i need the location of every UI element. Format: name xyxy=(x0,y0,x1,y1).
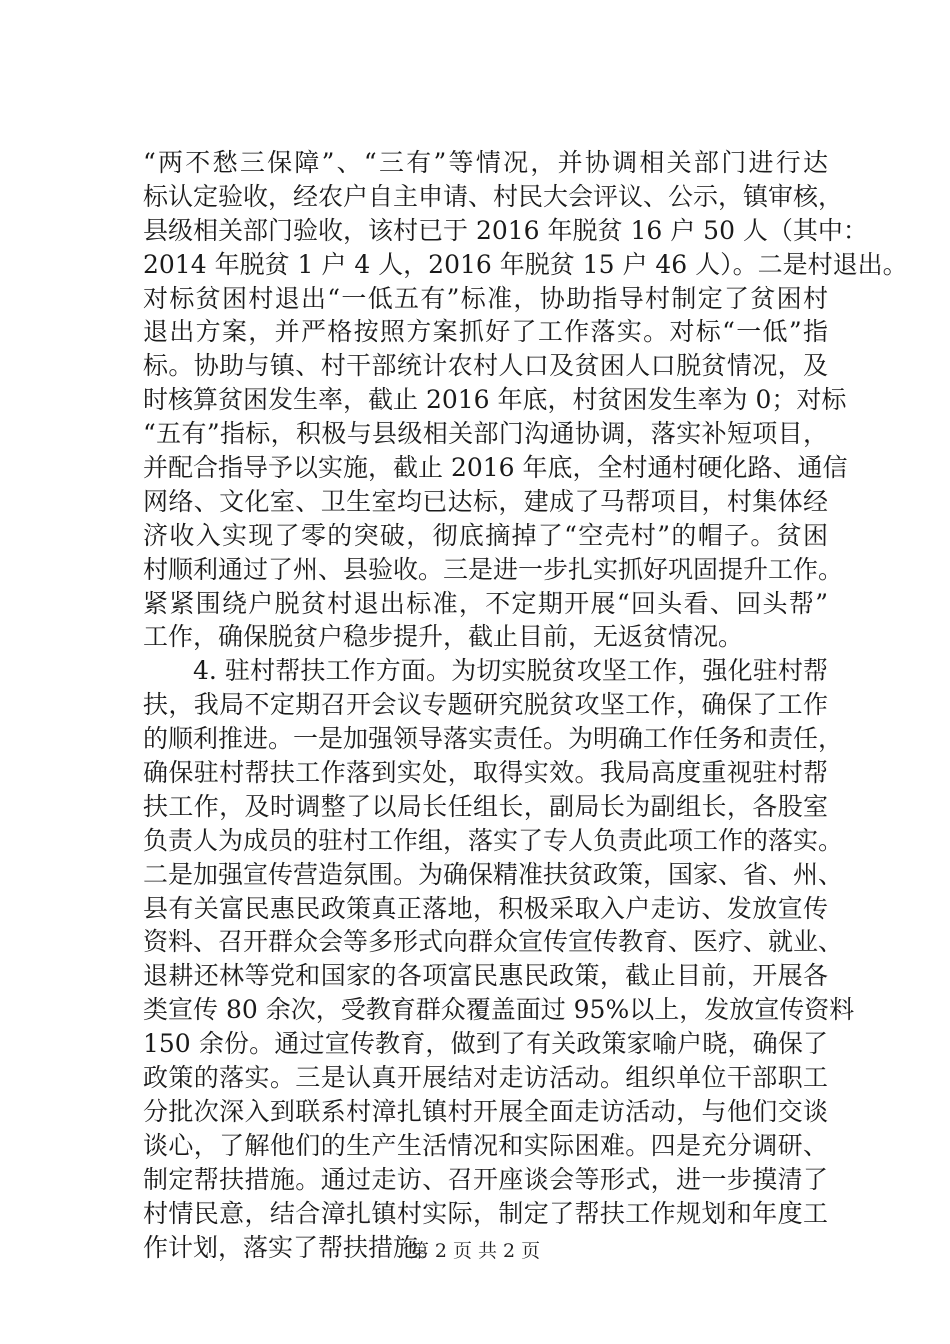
section-heading-line: 4. 驻村帮扶工作方面。为切实脱贫攻坚工作，强化驻村帮 xyxy=(193,656,828,686)
text-line: 资料、召开群众会等多形式向群众宣传宣传教育、医疗、就业、 xyxy=(143,927,844,957)
text-line: 确保驻村帮扶工作落到实处，取得实效。我局高度重视驻村帮 xyxy=(143,758,828,788)
text-line: 标。协助与镇、村干部统计农村人口及贫困人口脱贫情况，及 xyxy=(143,351,828,381)
text-line: “五有”指标，积极与县级相关部门沟通协调，落实补短项目， xyxy=(143,419,828,449)
text-line: 2014 年脱贫 1 户 4 人，2016 年脱贫 15 户 46 人）。二是村退出。 xyxy=(143,249,908,279)
text-line: 负责人为成员的驻村工作组，落实了专人负责此项工作的落实。 xyxy=(143,825,844,855)
page-number: 第 2 页 共 2 页 xyxy=(409,1240,541,1262)
text-line: 制定帮扶措施。通过走访、召开座谈会等形式，进一步摸清了 xyxy=(143,1164,828,1194)
text-line: 退出方案，并严格按照方案抓好了工作落实。对标“一低”指 xyxy=(143,317,828,347)
text-line: 150 余份。通过宣传教育，做到了有关政策家喻户晓，确保了 xyxy=(143,1029,828,1059)
text-line: 县有关富民惠民政策真正落地，积极采取入户走访、发放宣传 xyxy=(143,893,828,923)
text-line: 紧紧围绕户脱贫村退出标准，不定期开展“回头看、回头帮” xyxy=(143,588,828,618)
text-line: 时核算贫困发生率，截止 2016 年底，村贫困发生率为 0；对标 xyxy=(143,385,847,415)
text-line: 类宣传 80 余次，受教育群众覆盖面过 95%以上，发放宣传资料 xyxy=(143,995,855,1025)
text-line: 村顺利通过了州、县验收。三是进一步扎实抓好巩固提升工作。 xyxy=(143,554,844,584)
text-line: 分批次深入到联系村漳扎镇村开展全面走访活动，与他们交谈 xyxy=(143,1096,828,1126)
text-line: 县级相关部门验收，该村已于 2016 年脱贫 16 户 50 人（其中： xyxy=(143,215,868,245)
text-line: 网络、文化室、卫生室均已达标，建成了马帮项目，村集体经 xyxy=(143,486,828,516)
body-text xyxy=(143,146,908,1264)
text-line: 二是加强宣传营造氛围。为确保精准扶贫政策，国家、省、州、 xyxy=(143,859,844,889)
text-line: 扶，我局不定期召开会议专题研究脱贫攻坚工作，确保了工作 xyxy=(143,690,828,720)
text-line: 村情民意，结合漳扎镇村实际，制定了帮扶工作规划和年度工 xyxy=(143,1198,828,1228)
text-line: 标认定验收，经农户自主申请、村民大会评议、公示，镇审核， xyxy=(143,181,844,211)
text-line: 作计划，落实了帮扶措施。 xyxy=(143,1232,444,1262)
text-line: 扶工作，及时调整了以局长任组长，副局长为副组长，各股室 xyxy=(143,791,828,821)
text-line: 对标贫困村退出“一低五有”标准，协助指导村制定了贫困村 xyxy=(143,283,828,313)
text-line: “两不愁三保障”、“三有”等情况，并协调相关部门进行达 xyxy=(143,148,828,177)
text-line: 并配合指导予以实施，截止 2016 年底，全村通村硬化路、通信 xyxy=(143,453,848,483)
text-line: 工作，确保脱贫户稳步提升，截止目前，无返贫情况。 xyxy=(143,622,744,652)
text-line: 退耕还林等党和国家的各项富民惠民政策，截止目前，开展各 xyxy=(143,961,828,991)
text-line: 的顺利推进。一是加强领导落实责任。为明确工作任务和责任， xyxy=(143,724,844,754)
text-line: 政策的落实。三是认真开展结对走访活动。组织单位干部职工 xyxy=(143,1063,828,1093)
text-line: 济收入实现了零的突破，彻底摘掉了“空壳村”的帽子。贫困 xyxy=(143,520,828,550)
text-line: 谈心，了解他们的生产生活情况和实际困难。四是充分调研、 xyxy=(143,1130,828,1160)
